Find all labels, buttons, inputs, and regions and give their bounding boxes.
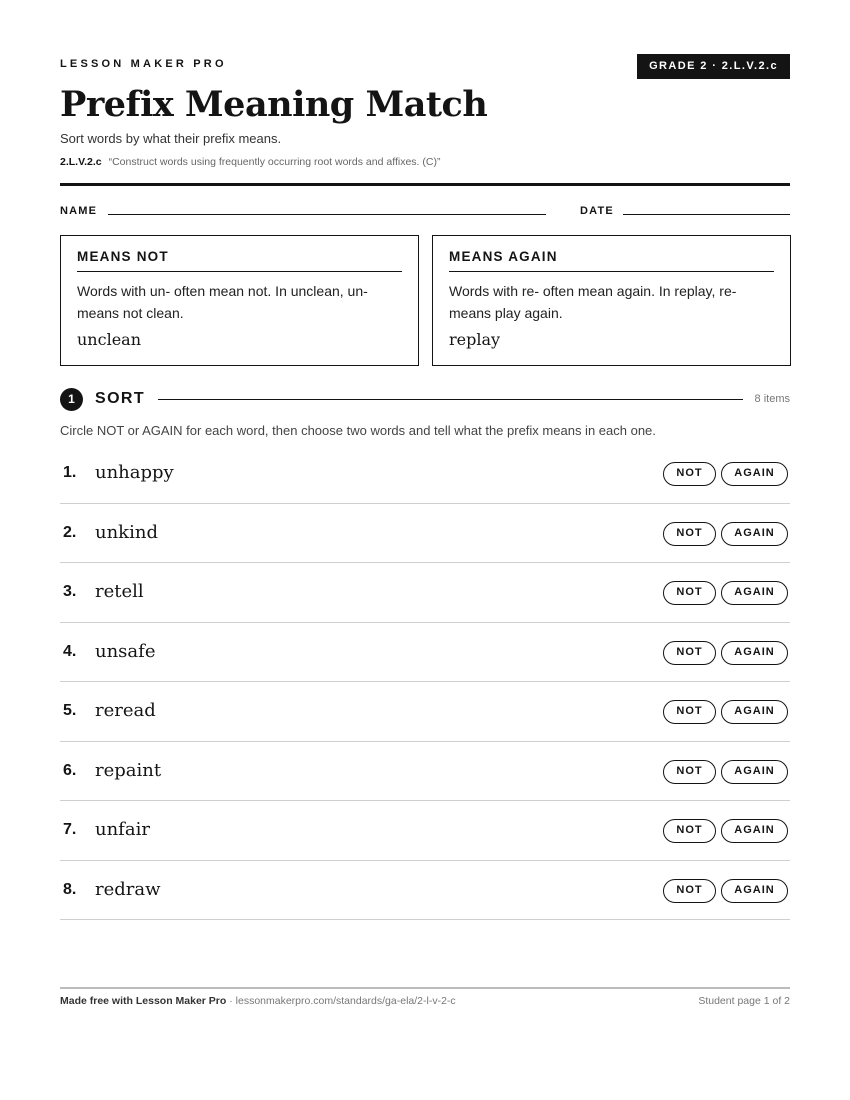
again-choice-button[interactable]: AGAIN — [721, 879, 788, 903]
standard-text: “Construct words using frequently occurring root words and affixes. (C)” — [108, 156, 441, 168]
not-choice-button[interactable]: NOT — [663, 641, 716, 665]
footer-url[interactable]: · lessonmakerpro.com/standards/ga-ela/2-l-v-2-c — [229, 995, 456, 1007]
item-word: unhappy — [95, 462, 174, 483]
brand-name: LESSON MAKER PRO — [60, 58, 227, 70]
item-number: 7. — [63, 821, 77, 838]
list-item — [60, 444, 790, 504]
card-heading: MEANS NOT — [77, 249, 402, 272]
date-field-line[interactable] — [623, 214, 790, 215]
list-item — [60, 861, 790, 921]
not-choice-button[interactable]: NOT — [663, 462, 716, 486]
date-label: DATE — [580, 205, 614, 217]
item-word: repaint — [95, 759, 162, 781]
standard-reference — [60, 156, 440, 168]
list-item — [60, 801, 790, 861]
name-label: NAME — [60, 205, 98, 217]
not-choice-button[interactable]: NOT — [663, 879, 716, 903]
not-choice-button[interactable]: NOT — [663, 819, 716, 843]
item-number: 8. — [63, 880, 77, 898]
card-body: Words with un- often mean not. In unclean, un- means not clean. — [77, 283, 368, 321]
not-choice-button[interactable]: NOT — [663, 522, 716, 546]
again-choice-button[interactable]: AGAIN — [721, 522, 788, 546]
again-choice-button[interactable]: AGAIN — [721, 641, 788, 665]
card-example-word: unclean — [77, 330, 141, 349]
section-divider — [158, 399, 743, 400]
again-choice-button[interactable]: AGAIN — [721, 700, 788, 724]
card-body: Words with re- often mean again. In replay, re- means play again. — [449, 283, 737, 321]
item-word: retell — [95, 581, 144, 602]
footer-made-with: Made free with Lesson Maker Pro — [60, 995, 227, 1007]
item-number: 1. — [63, 464, 77, 481]
item-word: redraw — [95, 878, 161, 900]
section-number-badge: 1 — [60, 388, 83, 411]
item-word: unsafe — [95, 640, 156, 662]
item-number: 3. — [63, 583, 77, 600]
section-instructions: Circle NOT or AGAIN for each word, then choose two words and tell what the prefix means in each one. — [60, 423, 656, 438]
item-number: 5. — [63, 702, 77, 719]
item-number: 4. — [63, 642, 77, 660]
section-title: SORT — [95, 390, 146, 407]
list-item — [60, 623, 790, 683]
again-choice-button[interactable]: AGAIN — [721, 581, 788, 605]
page-number: Student page 1 of 2 — [698, 995, 790, 1007]
item-number: 6. — [63, 761, 77, 779]
list-item — [60, 563, 790, 623]
list-item — [60, 504, 790, 564]
again-choice-button[interactable]: AGAIN — [721, 760, 788, 784]
not-choice-button[interactable]: NOT — [663, 581, 716, 605]
item-word: unkind — [95, 521, 158, 543]
list-item — [60, 682, 790, 742]
means-not-card — [60, 235, 419, 366]
grade-badge: GRADE 2 · 2.L.V.2.c — [637, 54, 790, 79]
again-choice-button[interactable]: AGAIN — [721, 819, 788, 843]
header-divider — [60, 183, 790, 186]
not-choice-button[interactable]: NOT — [663, 700, 716, 724]
footer-divider — [60, 987, 790, 989]
not-choice-button[interactable]: NOT — [663, 760, 716, 784]
card-example-word: replay — [449, 330, 501, 349]
item-word: unfair — [95, 819, 150, 840]
sort-item-list — [60, 444, 790, 920]
item-count: 8 items — [754, 393, 790, 405]
means-again-card — [432, 235, 791, 366]
name-field-line[interactable] — [108, 214, 546, 215]
again-choice-button[interactable]: AGAIN — [721, 462, 788, 486]
page-title: Prefix Meaning Match — [60, 84, 488, 125]
standard-code: 2.L.V.2.c — [60, 156, 102, 168]
item-number: 2. — [63, 523, 77, 541]
footer-credit — [60, 995, 456, 1007]
list-item — [60, 742, 790, 802]
page-subtitle: Sort words by what their prefix means. — [60, 131, 282, 146]
item-word: reread — [95, 700, 156, 721]
worksheet-page — [60, 0, 790, 1100]
card-heading: MEANS AGAIN — [449, 249, 774, 272]
